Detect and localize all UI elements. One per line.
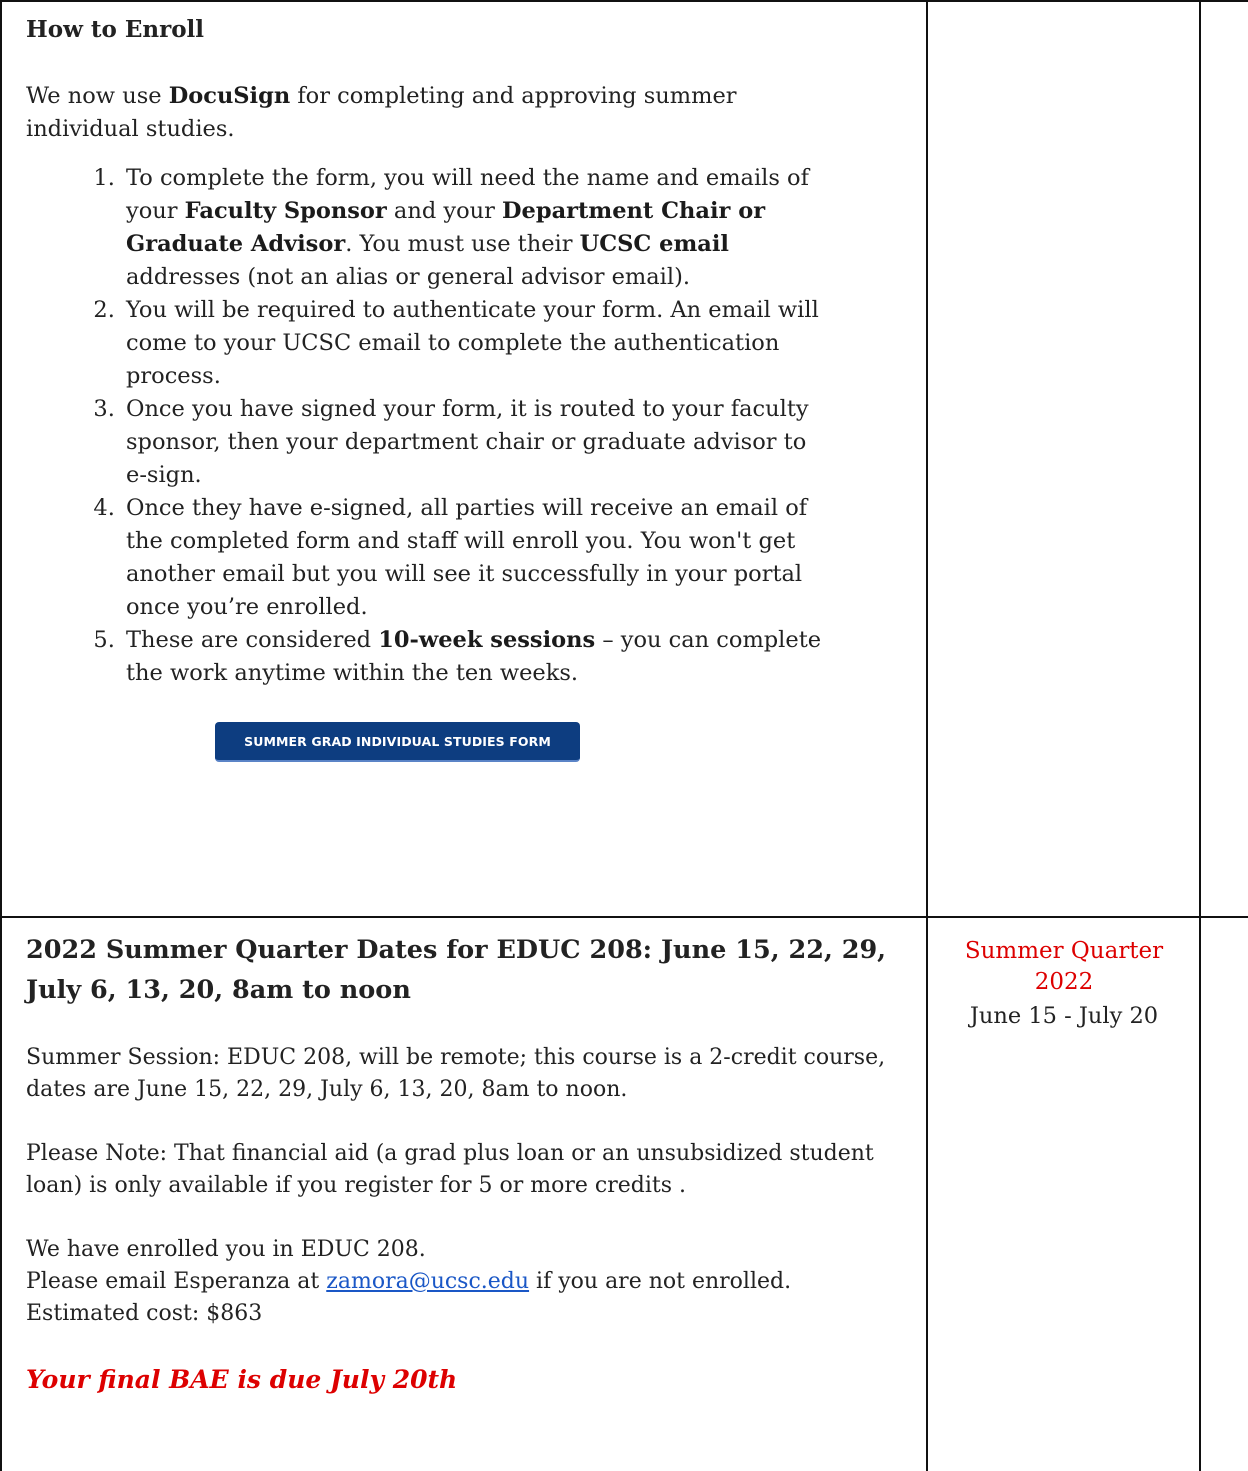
- summer-grad-individual-studies-form-button[interactable]: SUMMER GRAD INDIVIDUAL STUDIES FORM: [215, 722, 580, 762]
- financial-aid-note: Please Note: That financial aid (a grad plus loan or an unsubsidized student loan) is only available if you register for 5 or more credits .: [26, 1141, 874, 1198]
- quarter-dates-cell: [928, 918, 1200, 1471]
- enroll-intro: We now use DocuSign for completing and approving summer individual studies.: [26, 83, 737, 142]
- summer-quarter-cell: [2, 918, 926, 1471]
- enrolled-line: We have enrolled you in EDUC 208.: [26, 1237, 426, 1262]
- list-item: 4. Once they have e-signed, all parties will receive an email of the completed form and staff will enroll you. You won't get another email but you will see it successfully in your portal once you’re enrolled.: [122, 492, 826, 624]
- how-to-enroll-cell: [2, 2, 926, 916]
- form-button-wrap: [26, 722, 902, 762]
- list-item: 3. Once you have signed your form, it is routed to your faculty sponsor, then your department chair or graduate advisor to e-sign.: [122, 393, 826, 492]
- summer-session-paragraph: Summer Session: EDUC 208, will be remote; this course is a 2-credit course, dates are June 15, 22, 29, July 6, 13, 20, 8am to noon.: [26, 1045, 886, 1102]
- enroll-steps-list: [26, 162, 902, 690]
- estimated-cost: Estimated cost: $863: [26, 1301, 263, 1326]
- how-to-enroll-title: How to Enroll: [26, 16, 205, 43]
- summer-quarter-title: 2022 Summer Quarter Dates for EDUC 208: June 15, 22, 29, July 6, 13, 20, 8am to noon: [26, 935, 887, 1005]
- list-item: 1. To complete the form, you will need the name and emails of your Faculty Sponsor and your Department Chair or Graduate Advisor. You must use their UCSC email addresses (not an alias or general advisor email).: [122, 162, 826, 294]
- summer-quarter-label: Summer Quarter 2022: [964, 938, 1164, 995]
- email-line: Please email Esperanza at zamora@ucsc.edu if you are not enrolled.: [26, 1269, 792, 1294]
- list-item: 5. These are considered 10-week sessions – you can complete the work anytime within the ten weeks.: [122, 624, 826, 690]
- quarter-date-range: June 15 - July 20: [969, 1003, 1159, 1029]
- docusign-bold: DocuSign: [168, 83, 291, 109]
- list-item: 2. You will be required to authenticate your form. An email will come to your UCSC email to complete the authentication process.: [122, 294, 826, 393]
- bae-due-notice: Your final BAE is due July 20th: [26, 1365, 458, 1394]
- email-link[interactable]: zamora@ucsc.edu: [326, 1269, 530, 1294]
